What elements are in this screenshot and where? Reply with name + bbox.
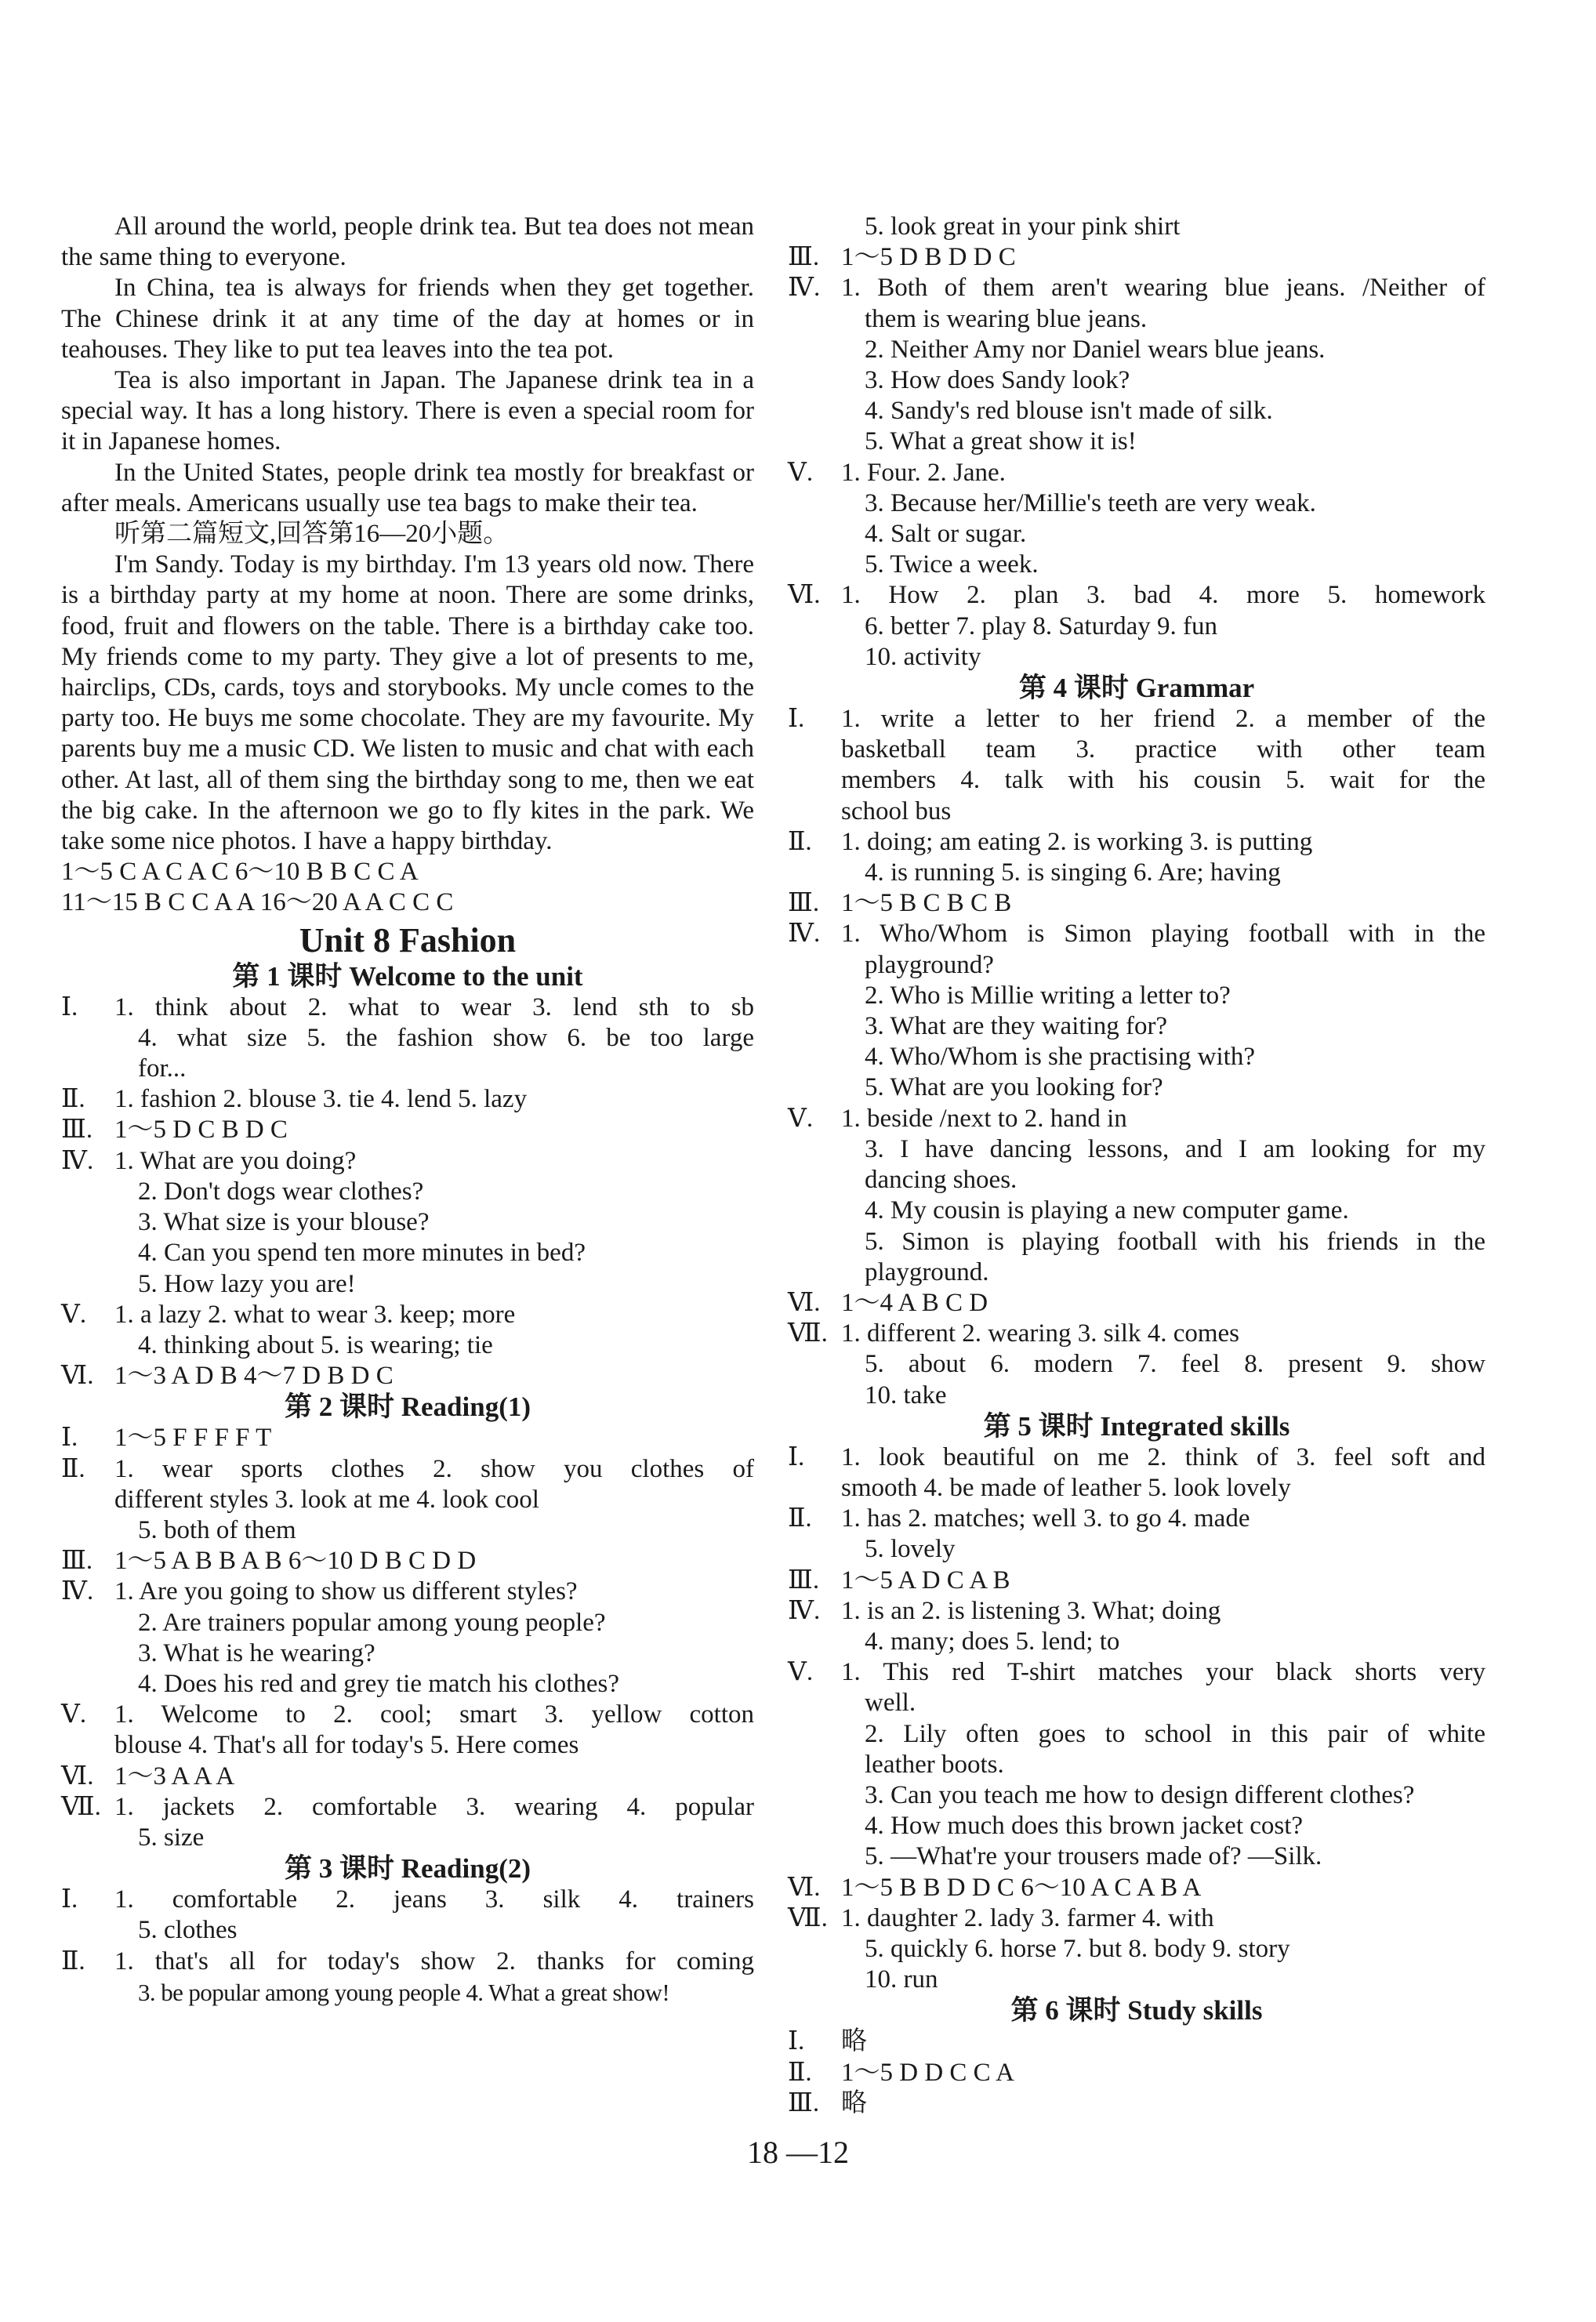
lesson-5-section-6 (788, 1873, 1485, 1903)
section-number: Ⅲ. (788, 889, 820, 918)
answer-line: school bus (841, 796, 952, 825)
answer-line: 4. Can you spend ten more minutes in bed? (138, 1239, 586, 1268)
section-number: Ⅰ. (61, 1424, 78, 1453)
answer-line: 5. What are you looking for? (865, 1073, 1163, 1102)
section-number: Ⅳ. (788, 274, 821, 303)
section-number: Ⅱ. (61, 1946, 85, 1976)
answer-line: 1. beside /next to 2. hand in (841, 1104, 1127, 1133)
answer-line: basketball team 3. practice with other team (841, 735, 1485, 764)
lesson-4-section-4 (788, 919, 1485, 1103)
answer-line: 1～5 D B D D C (841, 243, 1016, 272)
answer-line: 4. Sandy's red blouse isn't made of silk. (865, 397, 1273, 426)
lesson-6-section-1 (788, 2026, 1485, 2057)
section-number: Ⅲ. (788, 2088, 820, 2117)
section-number (788, 212, 841, 242)
answer-line: smooth 4. be made of leather 5. look lovely (841, 1473, 1291, 1502)
second-passage-instruction: 听第二篇短文,回答第16—20小题。 (114, 520, 510, 549)
answer-line: for... (138, 1054, 187, 1083)
answer-line: 1. jackets 2. comfortable 3. wearing 4. popular (114, 1792, 754, 1821)
lesson-3-section-6 (788, 580, 1485, 673)
answer-line: 1. has 2. matches; well 3. to go 4. made (841, 1504, 1250, 1533)
answer-line: 4. Salt or sugar. (865, 520, 1027, 549)
lesson-2-section-2 (61, 1454, 754, 1547)
lesson-2-section-4 (61, 1576, 754, 1700)
answer-line: 3. How does Sandy look? (865, 366, 1130, 395)
section-number: Ⅱ. (788, 827, 812, 856)
lesson-1-section-3 (61, 1115, 754, 1145)
answer-line: 2. Lily often goes to school in this pair of white (865, 1719, 1485, 1748)
answer-line: 3. I have dancing lessons, and I am looking for my (865, 1134, 1485, 1163)
answer-line: 略 (841, 2088, 867, 2117)
answer-line: 1～5 D C B D C (114, 1116, 288, 1145)
birthday-passage: I'm Sandy. Today is my birthday. I'm 13 years old now. There is a birthday party at my home at noon. There are some drinks, food, fruit and flowers on the table. There is a birthday cake too. My friends come to my party. They give a lot of presents to me, hairclips, CDs, cards, toys and storybooks. My uncle comes to the party too. He buys me some chocolate. They are my favourite. My parents buy me a music CD. We listen to music and chat with each other. At last, all of them sing the birthday song to me, then we eat the big cake. In the afternoon we go to fly kites in the park. We take some nice photos. I have a happy birthday. (61, 550, 754, 856)
answer-line: 1. What are you doing? (114, 1146, 357, 1175)
answer-line: 1. fashion 2. blouse 3. tie 4. lend 5. lazy (114, 1085, 528, 1114)
answer-line: 1. Who/Whom is Simon playing football with in the (841, 920, 1485, 949)
lesson-2-section-7 (61, 1792, 754, 1853)
lesson-1-title: 第 1 课时 Welcome to the unit (232, 960, 583, 992)
answer-line: 4. How much does this brown jacket cost? (865, 1812, 1304, 1841)
listening-answers-line-2: 11～15 B C C A A 16～20 A A C C C (61, 888, 454, 917)
answer-line: 2. Who is Millie writing a letter to? (865, 981, 1231, 1010)
answer-line: 3. What size is your blouse? (138, 1208, 430, 1237)
lesson-1-section-4 (61, 1146, 754, 1300)
section-number: Ⅶ. (61, 1792, 101, 1821)
answer-line: 1. write a letter to her friend 2. a member of the (841, 705, 1485, 734)
lesson-4-title: 第 4 课时 Grammar (1018, 673, 1255, 704)
page-number: 18 —12 (747, 2135, 849, 2170)
answer-line: dancing shoes. (865, 1166, 1017, 1195)
answer-line: 4. Who/Whom is she practising with? (865, 1043, 1255, 1072)
lesson-4-section-7 (788, 1319, 1485, 1411)
lesson-5-section-4 (788, 1596, 1485, 1657)
answer-line: 5. lovely (865, 1535, 956, 1564)
answer-line: leather boots. (865, 1750, 1004, 1779)
lesson-3-section-2 (61, 1946, 754, 2008)
answer-line: 4. is running 5. is singing 6. Are; having (865, 858, 1281, 887)
answer-line: 1. doing; am eating 2. is working 3. is putting (841, 827, 1313, 856)
answer-line: 4. thinking about 5. is wearing; tie (138, 1330, 493, 1359)
tea-passage-paragraph-3: Tea is also important in Japan. The Japanese drink tea in a special way. It has a long history. There is even a special room for it in Japanese homes. (61, 366, 754, 456)
answer-line: playground? (865, 950, 994, 979)
section-number: Ⅰ. (788, 1442, 805, 1471)
answer-line: well. (865, 1689, 916, 1718)
section-number: Ⅲ. (788, 243, 820, 272)
answer-line: 5. Twice a week. (865, 550, 1039, 579)
answer-line: 5. clothes (138, 1916, 238, 1945)
lesson-5-title: 第 5 课时 Integrated skills (983, 1410, 1290, 1442)
lesson-5-section-5 (788, 1657, 1485, 1872)
lesson-4-section-2 (788, 827, 1485, 888)
answer-line: 3. be popular among young people 4. What a great show! (138, 1978, 670, 2006)
lesson-6-title: 第 6 课时 Study skills (1010, 1995, 1263, 2026)
section-number: Ⅰ. (788, 705, 805, 734)
answer-line: 1～4 A B C D (841, 1288, 988, 1317)
lesson-3-title: 第 3 课时 Reading(2) (284, 1853, 531, 1885)
section-number: Ⅴ. (61, 1700, 87, 1729)
answer-line: 1. This red T-shirt matches your black shorts very (841, 1658, 1485, 1687)
lesson-1-section-6 (61, 1361, 754, 1391)
answer-line: 1. Welcome to 2. cool; smart 3. yellow cotton (114, 1700, 754, 1729)
lesson-2-section-5 (61, 1700, 754, 1761)
answer-line: them is wearing blue jeans. (865, 304, 1148, 333)
answer-line: 1. look beautiful on me 2. think of 3. feel soft and (841, 1442, 1485, 1471)
lesson-4-section-6 (788, 1288, 1485, 1319)
section-number: Ⅱ. (788, 1504, 812, 1533)
section-number: Ⅱ. (788, 2058, 812, 2087)
tea-passage-paragraph-1: All around the world, people drink tea. But tea does not mean the same thing to everyone. (61, 212, 754, 272)
answer-line: 5. size (138, 1823, 205, 1852)
lesson-5-section-2 (788, 1504, 1485, 1565)
lesson-3-section-1 (61, 1885, 754, 1946)
answer-line: 1. Are you going to show us different styles? (114, 1577, 578, 1606)
section-number: Ⅵ. (61, 1362, 94, 1391)
section-number: Ⅲ. (788, 1566, 820, 1595)
answer-line: 2. Are trainers popular among young people? (138, 1608, 606, 1637)
answer-line: 1. Both of them aren't wearing blue jeans. /Neither of (841, 274, 1485, 303)
answer-line: 1～5 A D C A B (841, 1566, 1010, 1595)
section-number: Ⅳ. (788, 1596, 821, 1625)
lesson-2-section-1 (61, 1423, 754, 1453)
section-number: Ⅵ. (788, 1873, 821, 1902)
section-number: Ⅴ. (788, 1658, 814, 1687)
lesson-2-section-6 (61, 1761, 754, 1792)
answer-line: members 4. talk with his cousin 5. wait for the (841, 766, 1485, 795)
section-number: Ⅵ. (788, 1288, 821, 1317)
lesson-3-section-2-cont (788, 212, 1485, 242)
section-number: Ⅶ. (788, 1903, 828, 1932)
answer-line: 3. Can you teach me how to design different clothes? (865, 1780, 1415, 1809)
answer-line: 1. is an 2. is listening 3. What; doing (841, 1596, 1221, 1625)
tea-passage-paragraph-4: In the United States, people drink tea mostly for breakfast or after meals. Americans usually use tea bags to make their tea. (61, 458, 754, 517)
tea-passage-paragraph-2: In China, tea is always for friends when they get together. The Chinese drink it at any time of the day at homes or in teahouses. They like to put tea leaves into the tea pot. (61, 274, 754, 364)
answer-line: 5. How lazy you are! (138, 1269, 356, 1298)
section-number: Ⅴ. (788, 1104, 814, 1133)
answer-line: 1. comfortable 2. jeans 3. silk 4. trainers (114, 1885, 754, 1914)
answer-line: 5. What a great show it is! (865, 427, 1137, 456)
answer-line: 1. a lazy 2. what to wear 3. keep; more (114, 1300, 516, 1329)
lesson-3-section-3 (788, 242, 1485, 273)
section-number: Ⅳ. (61, 1577, 94, 1606)
answer-line: 1～3 A D B 4～7 D B D C (114, 1362, 394, 1391)
answer-line: blouse 4. That's all for today's 5. Here comes (114, 1731, 579, 1760)
lesson-5-section-3 (788, 1566, 1485, 1596)
lesson-4-section-3 (788, 888, 1485, 919)
section-number: Ⅵ. (788, 581, 821, 610)
answer-line: playground. (865, 1257, 989, 1286)
section-number: Ⅳ. (788, 920, 821, 949)
lesson-5-section-1 (788, 1442, 1485, 1504)
section-number: Ⅱ. (61, 1454, 85, 1483)
left-column (61, 212, 754, 2008)
answer-line: 5. about 6. modern 7. feel 8. present 9. show (865, 1350, 1485, 1379)
section-number: Ⅲ. (61, 1116, 93, 1145)
section-number: Ⅴ. (61, 1300, 87, 1329)
section-number: Ⅴ. (788, 458, 814, 487)
answer-line: 略 (841, 2027, 867, 2056)
answer-line: 4. Does his red and grey tie match his clothes? (138, 1669, 619, 1698)
section-number: Ⅱ. (61, 1085, 85, 1114)
answer-line: 5. —What're your trousers made of? —Silk. (865, 1842, 1322, 1871)
answer-line: 2. Don't dogs wear clothes? (138, 1177, 424, 1206)
unit-title: Unit 8 Fashion (299, 920, 517, 960)
lesson-4-section-5 (788, 1104, 1485, 1288)
answer-line: 5. quickly 6. horse 7. but 8. body 9. story (865, 1934, 1290, 1963)
answer-line: 3. What is he wearing? (138, 1638, 375, 1667)
section-number: Ⅲ. (61, 1547, 93, 1576)
lesson-3-section-4 (788, 273, 1485, 457)
lesson-2-title: 第 2 课时 Reading(1) (284, 1391, 531, 1423)
section-number: Ⅳ. (61, 1146, 94, 1175)
section-number: Ⅵ. (61, 1761, 94, 1790)
answer-line: 5. both of them (138, 1515, 296, 1544)
section-number: Ⅰ. (788, 2027, 805, 2056)
lesson-1-section-1 (61, 992, 754, 1085)
answer-line: 4. what size 5. the fashion show 6. be too large (138, 1023, 754, 1052)
answer-line: 2. Neither Amy nor Daniel wears blue jeans. (865, 335, 1326, 364)
answer-line: 1. think about 2. what to wear 3. lend sth to sb (114, 992, 754, 1021)
answer-line: 1. Four. 2. Jane. (841, 458, 1006, 487)
lesson-4-section-1 (788, 704, 1485, 827)
listening-answers-line-1: 1～5 C A C A C 6～10 B B C C A (61, 858, 419, 887)
answer-line: 10. take (865, 1381, 947, 1410)
answer-line: 4. many; does 5. lend; to (865, 1627, 1120, 1656)
answer-line: 3. Because her/Millie's teeth are very weak. (865, 488, 1316, 517)
lesson-3-section-5 (788, 458, 1485, 581)
lesson-2-section-3 (61, 1546, 754, 1576)
section-number: Ⅰ. (61, 992, 78, 1021)
lesson-1-section-2 (61, 1084, 754, 1115)
answer-line: 5. look great in your pink shirt (865, 212, 1181, 241)
answer-line: 1. that's all for today's show 2. thanks for coming (114, 1946, 754, 1976)
answer-line: 10. activity (865, 642, 981, 671)
answer-line: 1～3 A A A (114, 1761, 235, 1790)
answer-line: 1. wear sports clothes 2. show you clothes of (114, 1454, 754, 1483)
answer-line: 3. What are they waiting for? (865, 1012, 1168, 1041)
answer-line: 10. run (865, 1965, 938, 1994)
answer-line: 1～5 B C B C B (841, 889, 1012, 918)
right-column (788, 212, 1485, 2119)
lesson-6-section-2 (788, 2058, 1485, 2088)
lesson-1-section-5 (61, 1300, 754, 1361)
lesson-5-section-7 (788, 1903, 1485, 1996)
answer-line: 1～5 F F F F T (114, 1424, 272, 1453)
answer-line: 4. My cousin is playing a new computer game. (865, 1196, 1349, 1225)
answer-line: 1. different 2. wearing 3. silk 4. comes (841, 1319, 1240, 1348)
answer-line: 1～5 D D C C A (841, 2058, 1014, 2087)
answer-line: 1. How 2. plan 3. bad 4. more 5. homework (841, 581, 1485, 610)
section-number: Ⅶ. (788, 1319, 828, 1348)
lesson-6-section-3 (788, 2088, 1485, 2119)
answer-line: 1. daughter 2. lady 3. farmer 4. with (841, 1903, 1214, 1932)
section-number: Ⅰ. (61, 1885, 78, 1914)
answer-line: 5. Simon is playing football with his friends in the (865, 1227, 1485, 1256)
answer-line: 1～5 B B D D C 6～10 A C A B A (841, 1873, 1202, 1902)
answer-line: different styles 3. look at me 4. look cool (114, 1485, 539, 1514)
answer-line: 1～5 A B B A B 6～10 D B C D D (114, 1547, 477, 1576)
answer-line: 6. better 7. play 8. Saturday 9. fun (865, 611, 1217, 640)
